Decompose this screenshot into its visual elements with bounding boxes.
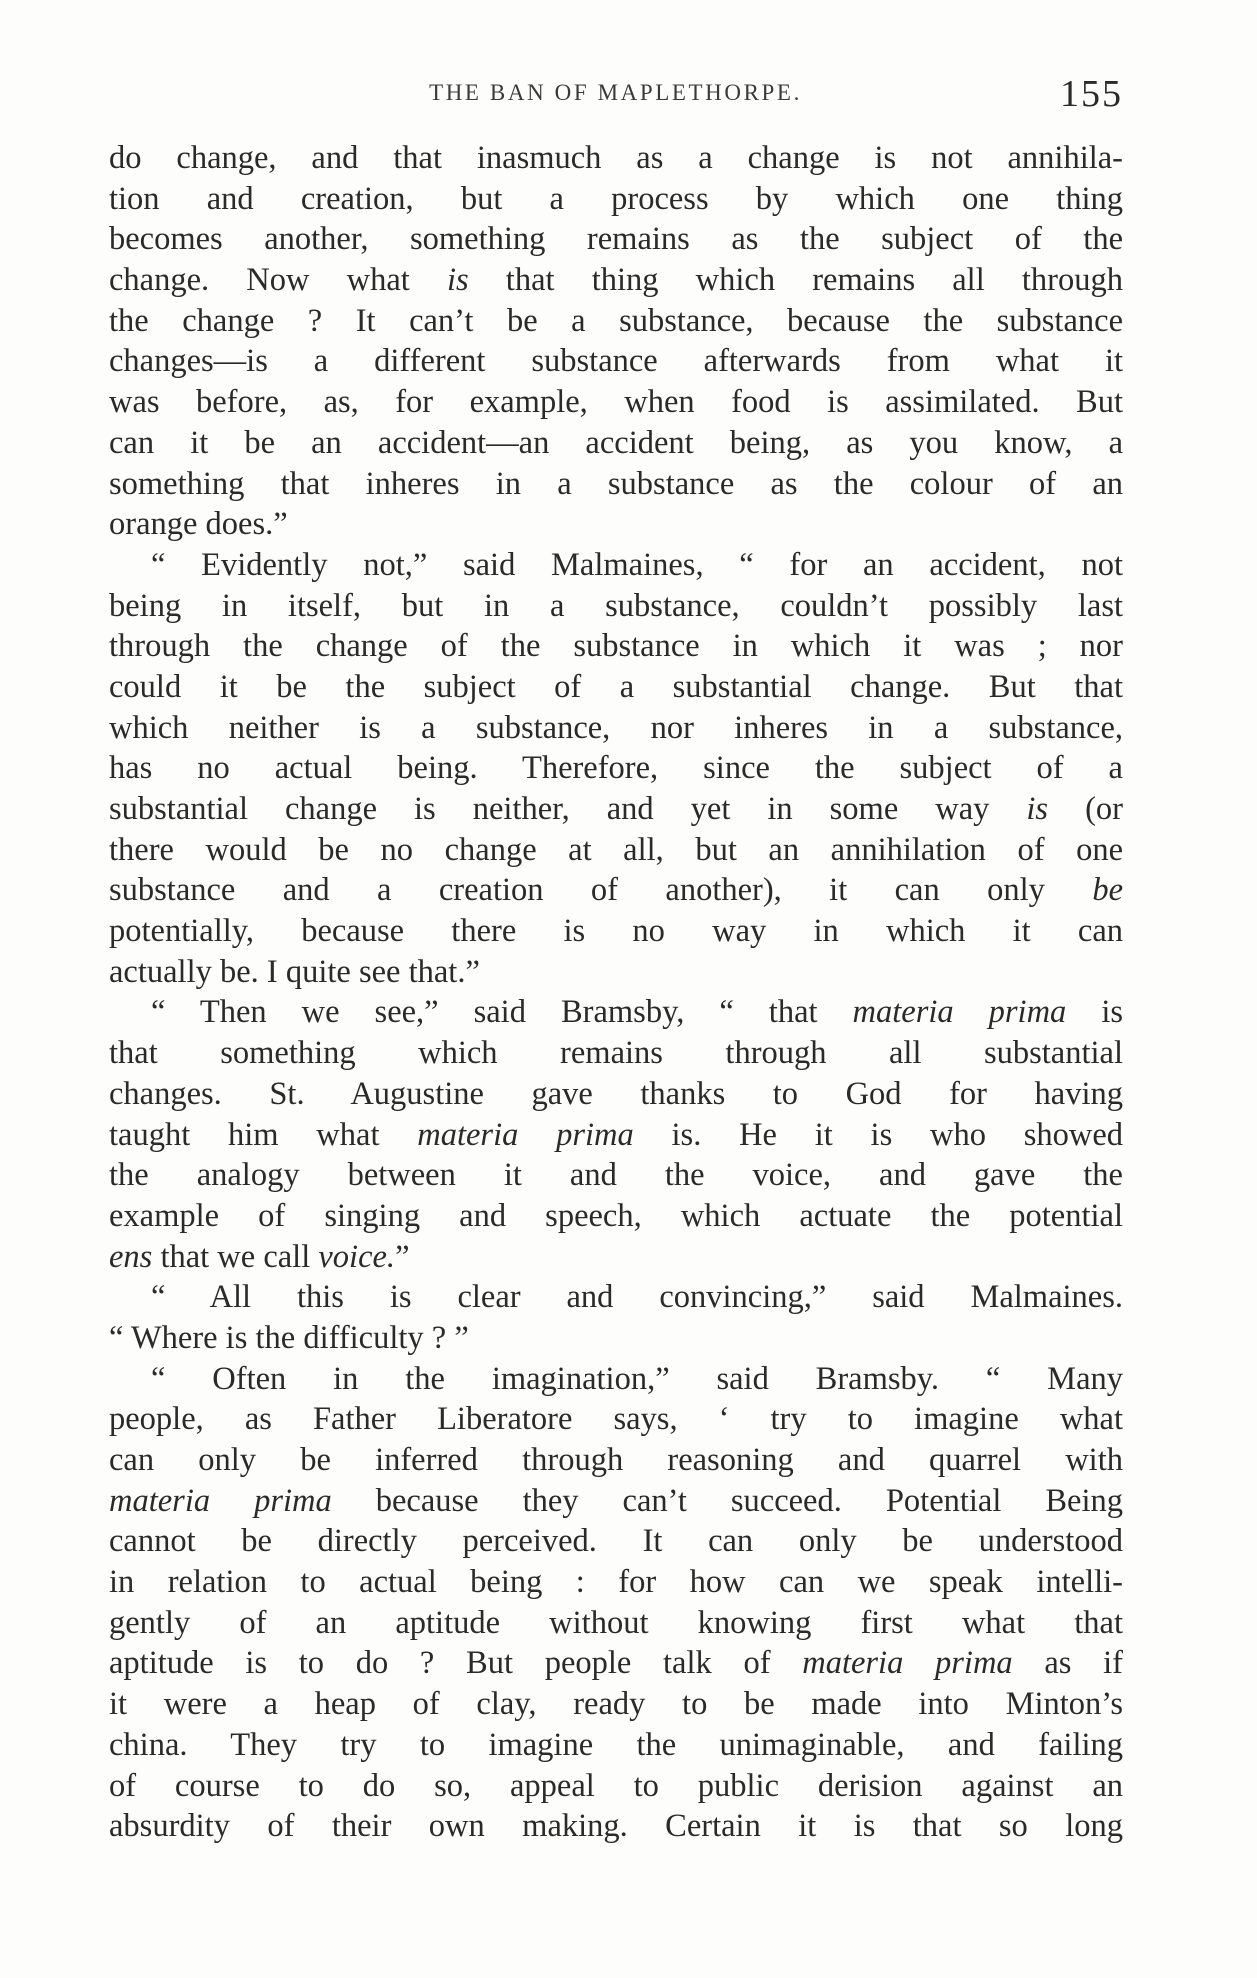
text-segment: gently of an aptitude without knowing first what that — [109, 1604, 1123, 1641]
page-number: 155 — [1060, 73, 1123, 115]
text-segment: potentially, because there is no way in which it can — [109, 913, 1123, 950]
text-line — [109, 301, 1123, 342]
text-line — [109, 1603, 1123, 1644]
running-title: THE BAN OF MAPLETHORPE. — [429, 80, 802, 105]
text-line — [109, 179, 1123, 220]
text-line — [109, 1725, 1123, 1766]
text-segment: do change, and that inasmuch as a change is not annihila- — [109, 140, 1123, 176]
text-line — [109, 667, 1123, 708]
text-segment: “ Where is the difficulty ? ” — [109, 1319, 469, 1356]
text-line — [109, 1399, 1123, 1440]
text-line — [109, 1562, 1123, 1603]
text-line — [109, 464, 1123, 505]
text-segment: actually be. I quite see that.” — [109, 953, 480, 990]
text-segment: that we call — [152, 1238, 319, 1275]
body-text — [109, 138, 1123, 1847]
text-line — [109, 1277, 1123, 1318]
text-line — [109, 341, 1123, 382]
text-line — [109, 1766, 1123, 1807]
text-segment: people, as Father Liberatore says, ‘ try to imagine what — [109, 1401, 1123, 1438]
text-segment: could it be the subject of a substantial change. But that — [109, 668, 1123, 705]
text-segment: absurdity of their own making. Certain it is that so long — [109, 1808, 1123, 1845]
text-segment: substance and a creation of another), it can only — [109, 872, 1093, 909]
text-line — [109, 1684, 1123, 1725]
text-line — [109, 1196, 1123, 1237]
text-segment: being in itself, but in a substance, couldn’t possibly last — [109, 587, 1123, 624]
text-line — [109, 138, 1123, 179]
text-segment: the analogy between it and the voice, and gave the — [109, 1157, 1123, 1194]
italic-text: voice. — [318, 1238, 396, 1275]
italic-text: materia prima — [417, 1116, 634, 1153]
text-line — [109, 1155, 1123, 1196]
text-line — [109, 748, 1123, 789]
text-line — [109, 626, 1123, 667]
text-segment: can it be an accident—an accident being, as you know, a — [109, 424, 1123, 461]
text-segment: the change ? It can’t be a substance, because the substance — [109, 302, 1123, 339]
text-line — [109, 1115, 1123, 1156]
text-segment: of course to do so, appeal to public derision against an — [109, 1767, 1123, 1804]
text-line — [109, 992, 1123, 1033]
text-segment: through the change of the substance in which it was ; nor — [109, 628, 1123, 665]
text-line — [109, 830, 1123, 871]
text-line — [109, 423, 1123, 464]
text-segment: is. He it is who showed — [633, 1116, 1124, 1153]
text-segment: as if — [1012, 1645, 1124, 1682]
text-segment: (or — [1048, 791, 1123, 827]
text-line — [109, 1318, 1123, 1359]
text-segment: example of singing and speech, which actuate the potential — [109, 1197, 1123, 1234]
text-segment: it were a heap of clay, ready to be made into Minton’s — [109, 1686, 1123, 1723]
text-line — [109, 219, 1123, 260]
text-line — [109, 1074, 1123, 1115]
text-line — [109, 789, 1123, 830]
italic-text: materia prima — [852, 994, 1067, 1031]
italic-text: be — [1092, 872, 1123, 909]
text-segment: something that inheres in a substance as the colour of an — [109, 465, 1123, 502]
running-head — [108, 72, 1123, 115]
text-segment: that thing which remains all through — [468, 262, 1123, 299]
italic-text: ens — [109, 1238, 153, 1275]
text-segment: tion and creation, but a process by which one thing — [109, 180, 1123, 217]
text-line — [109, 1481, 1123, 1522]
text-line — [109, 911, 1123, 952]
text-segment: there would be no change at all, but an annihilation of one — [109, 831, 1123, 868]
text-line — [109, 586, 1123, 627]
text-line — [109, 870, 1123, 911]
text-segment: that something which remains through all substantial — [109, 1035, 1123, 1072]
text-line — [109, 1806, 1123, 1847]
text-segment: can only be inferred through reasoning and quarrel with — [109, 1442, 1123, 1478]
text-segment: because they can’t succeed. Potential Being — [331, 1482, 1123, 1519]
text-segment: “ Evidently not,” said Malmaines, “ for an accident, not — [151, 546, 1123, 583]
text-segment: ” — [395, 1238, 410, 1275]
text-segment: change. Now what — [109, 262, 447, 299]
text-line — [109, 1521, 1123, 1562]
text-segment: orange does.” — [109, 506, 288, 543]
text-segment: cannot be directly perceived. It can only be understood — [109, 1523, 1123, 1560]
text-segment: “ All this is clear and convincing,” said Malmaines. — [151, 1279, 1123, 1316]
text-line — [109, 1440, 1123, 1481]
text-line — [109, 382, 1123, 423]
text-segment: changes—is a different substance afterwards from what it — [109, 343, 1123, 380]
text-segment: was before, as, for example, when food is assimilated. But — [109, 384, 1123, 421]
text-line — [109, 1237, 1123, 1278]
italic-text: is — [1026, 791, 1049, 827]
text-line — [109, 260, 1123, 301]
italic-text: materia prima — [802, 1645, 1013, 1682]
italic-text: materia prima — [109, 1482, 332, 1519]
text-line — [109, 1359, 1123, 1400]
text-line — [109, 504, 1123, 545]
text-line — [109, 1643, 1123, 1684]
text-segment: has no actual being. Therefore, since the subject of a — [109, 750, 1123, 787]
text-segment: which neither is a substance, nor inheres in a substance, — [109, 709, 1123, 746]
text-segment: substantial change is neither, and yet in some way — [109, 791, 1027, 827]
text-segment: “ Then we see,” said Bramsby, “ that — [151, 994, 853, 1031]
text-line — [109, 545, 1123, 586]
text-line — [109, 1033, 1123, 1074]
text-segment: taught him what — [109, 1116, 418, 1153]
text-line — [109, 708, 1123, 749]
text-line — [109, 952, 1123, 993]
text-segment: “ Often in the imagination,” said Bramsby. “ Many — [151, 1360, 1123, 1397]
text-segment: becomes another, something remains as the subject of the — [109, 221, 1123, 258]
text-segment: in relation to actual being : for how can we speak intelli- — [109, 1564, 1123, 1601]
italic-text: is — [446, 262, 469, 299]
text-segment: changes. St. Augustine gave thanks to God for having — [109, 1075, 1123, 1112]
text-segment: aptitude is to do ? But people talk of — [109, 1645, 803, 1682]
text-segment: is — [1066, 994, 1124, 1031]
text-segment: china. They try to imagine the unimaginable, and failing — [109, 1726, 1123, 1763]
